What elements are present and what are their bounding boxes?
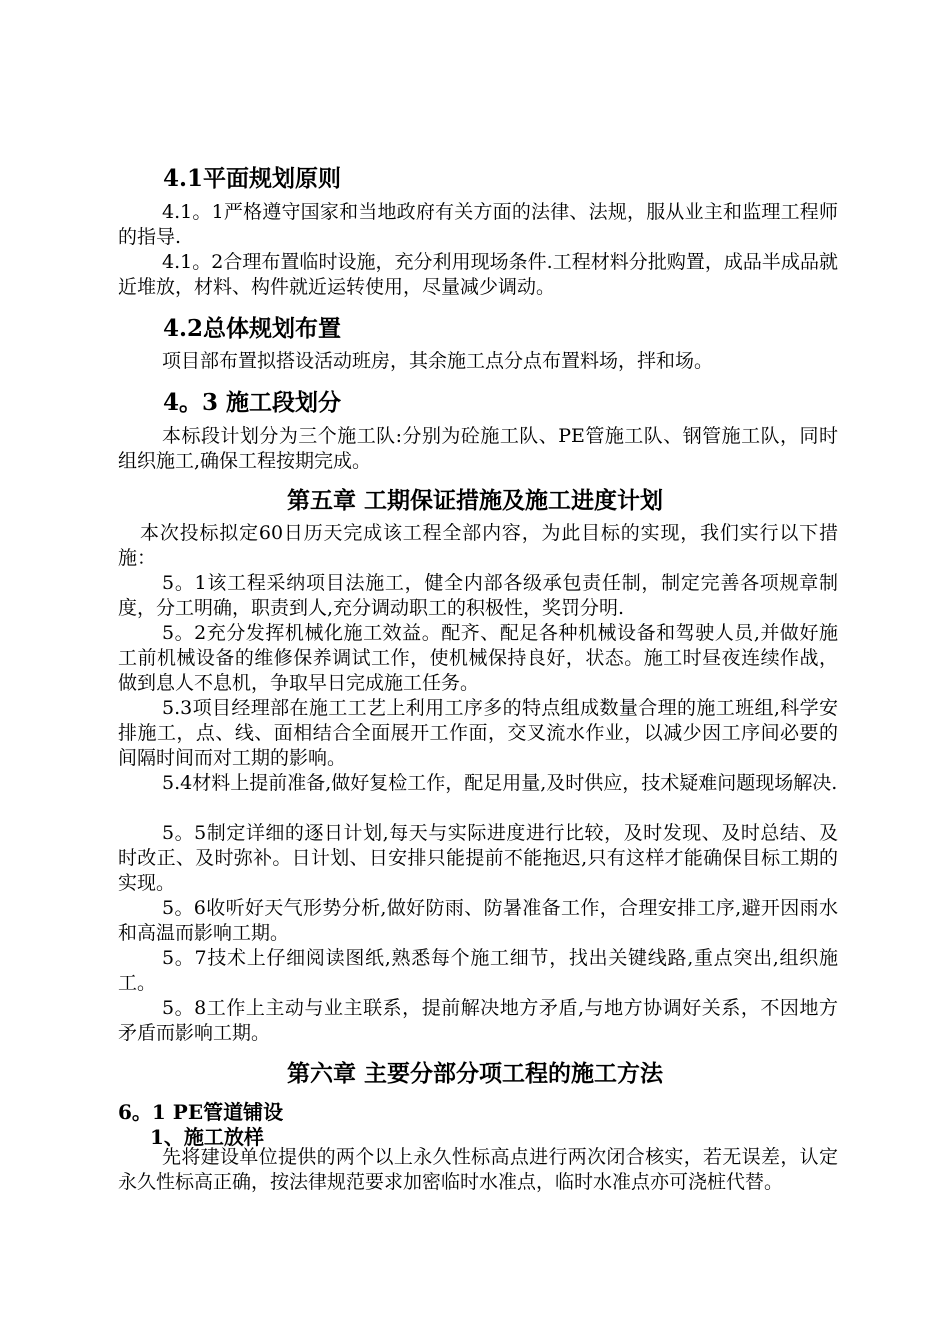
subsection-construction-layout: 1、施工放样 [150, 1125, 264, 1149]
chapter-6-title: 第六章 主要分部分项工程的施工方法 [286, 1060, 663, 1087]
chapter-5-item-3: 5.3项目经理部在施工工艺上利用工序多的特点组成数量合理的施工班组,科学安排施工，点、线、面相结合全面展开工作面，交叉流水作业，以减少因工序间必要的间隔时间而对工期的影响。 [118, 697, 838, 769]
paragraph-4-1-1: 4.1。1严格遵守国家和当地政府有关方面的法律、法规，服从业主和监理工程师的指导. [118, 201, 838, 248]
paragraph-6-1-1: 先将建设单位提供的两个以上永久性标高点进行两次闭合核实，若无误差，认定永久性标高正确，按法律规范要求加密临时水准点，临时水准点亦可浇桩代替。 [118, 1146, 838, 1193]
section-title-4-3: 4。3 施工段划分 [163, 389, 342, 416]
chapter-5-item-2: 5。2充分发挥机械化施工效益。配齐、配足各种机械设备和驾驶人员,并做好施工前机械设备的维修保养调试工作，使机械保持良好，状态。施工时昼夜连续作战，做到息人不息机，争取早日完成施工任务。 [118, 622, 838, 694]
chapter-5-intro: 本次投标拟定60日历天完成该工程全部内容，为此目标的实现，我们实行以下措施： [118, 522, 838, 569]
chapter-5-item-4: 5.4材料上提前准备,做好复检工作，配足用量,及时供应，技术疑难问题现场解决. [162, 772, 838, 794]
chapter-5-item-1: 5。1该工程采纳项目法施工，健全内部各级承包责任制，制定完善各项规章制度，分工明确，职责到人,充分调动职工的积极性，奖罚分明. [118, 572, 838, 619]
paragraph-4-3: 本标段计划分为三个施工队:分别为砼施工队、PE管施工队、钢管施工队，同时组织施工,确保工程按期完成。 [118, 425, 838, 472]
chapter-5-item-8: 5。8工作上主动与业主联系，提前解决地方矛盾,与地方协调好关系，不因地方矛盾而影响工期。 [118, 997, 838, 1044]
chapter-5-item-6: 5。6收听好天气形势分析,做好防雨、防暑准备工作，合理安排工序,避开因雨水和高温而影响工期。 [118, 897, 838, 944]
section-title-4-1: 4.1平面规划原则 [163, 165, 342, 192]
subsection-6-1: 6。1 PE管道铺设 [118, 1100, 284, 1124]
chapter-5-item-5: 5。5制定详细的逐日计划,每天与实际进度进行比较，及时发现、及时总结、及时改正、及时弥补。日计划、日安排只能提前不能拖迟,只有这样才能确保目标工期的实现。 [118, 822, 838, 894]
paragraph-4-2: 项目部布置拟搭设活动班房，其余施工点分点布置料场，拌和场。 [162, 350, 714, 372]
section-title-4-2: 4.2总体规划布置 [163, 315, 342, 342]
chapter-5-title: 第五章 工期保证措施及施工进度计划 [286, 487, 663, 514]
chapter-5-item-7: 5。7技术上仔细阅读图纸,熟悉每个施工细节，找出关键线路,重点突出,组织施工。 [118, 947, 838, 994]
paragraph-4-1-2: 4.1。2合理布置临时设施，充分利用现场条件.工程材料分批购置，成品半成品就近堆放，材料、构件就近运转使用，尽量减少调动。 [118, 251, 838, 298]
